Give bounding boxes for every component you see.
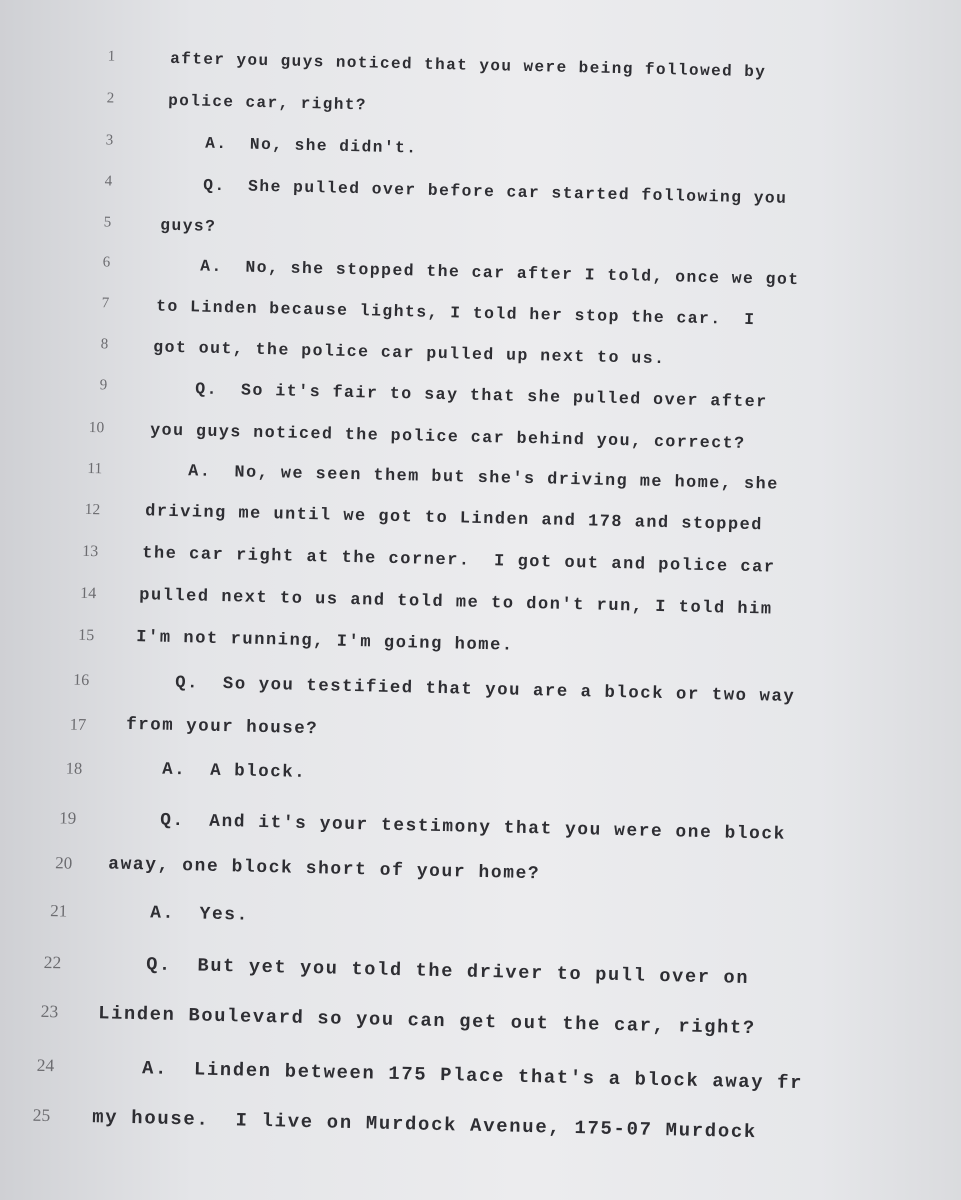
transcript-line xyxy=(0,1104,961,1166)
line-text: got out, the police car pulled up next to us. xyxy=(152,337,666,369)
line-number: 9 xyxy=(99,377,108,394)
line-number: 25 xyxy=(32,1104,51,1126)
line-text: A. No, we seen them but she's driving me home, she xyxy=(187,462,779,495)
line-number: 17 xyxy=(69,714,87,734)
line-text: Q. And it's your testimony that you were one block xyxy=(159,810,787,845)
line-text: A. Yes. xyxy=(149,903,250,926)
line-text: pulled next to us and told me to don't run, I told him xyxy=(138,586,773,620)
line-number: 5 xyxy=(103,214,112,231)
line-text: A. A block. xyxy=(161,760,307,783)
line-number: 4 xyxy=(104,173,113,190)
line-number: 2 xyxy=(106,90,115,107)
line-number: 24 xyxy=(36,1054,55,1076)
line-text: Q. So it's fair to say that she pulled over after xyxy=(194,379,768,412)
line-text: Q. She pulled over before car started following you xyxy=(202,175,788,208)
line-text: A. No, she didn't. xyxy=(204,134,418,158)
line-number: 3 xyxy=(105,132,114,149)
line-number: 14 xyxy=(80,584,97,603)
line-text: from your house? xyxy=(125,715,319,740)
line-number: 7 xyxy=(101,295,110,312)
line-number: 1 xyxy=(107,48,116,65)
line-text: Q. But yet you told the driver to pull over on xyxy=(145,954,750,989)
line-text: Linden Boulevard so you can get out the car, right? xyxy=(97,1002,757,1040)
line-number: 18 xyxy=(65,758,83,778)
line-number: 15 xyxy=(78,626,95,645)
line-number: 22 xyxy=(43,951,62,973)
line-text: Q. So you testified that you are a block or two way xyxy=(174,673,796,708)
line-number: 23 xyxy=(40,1000,59,1022)
line-text: the car right at the corner. I got out and police car xyxy=(141,544,776,578)
line-text: my house. I live on Murdock Avenue, 175-07 Murdock xyxy=(91,1106,758,1144)
line-text: to Linden because lights, I told her stop the car. I xyxy=(155,296,756,330)
line-number: 6 xyxy=(102,254,111,271)
line-number: 20 xyxy=(55,853,73,873)
line-number: 13 xyxy=(82,542,99,561)
line-text: police car, right? xyxy=(168,91,368,115)
line-number: 11 xyxy=(87,459,103,478)
line-text: after you guys noticed that you were being followed by xyxy=(170,49,767,82)
line-number: 16 xyxy=(73,671,90,690)
line-number: 12 xyxy=(84,500,101,519)
line-text: I'm not running, I'm going home. xyxy=(135,628,514,656)
line-number: 8 xyxy=(100,336,109,353)
line-text: guys? xyxy=(159,215,217,236)
line-number: 10 xyxy=(88,419,105,437)
line-text: away, one block short of your home? xyxy=(107,854,541,885)
line-text: driving me until we got to Linden and 178 and stopped xyxy=(144,502,764,536)
line-text: A. No, she stopped the car after I told, once we got xyxy=(199,256,800,290)
line-number: 19 xyxy=(59,808,77,828)
line-number: 21 xyxy=(50,901,68,921)
line-text: A. Linden between 175 Place that's a block away fr xyxy=(141,1057,804,1095)
line-text: you guys noticed the police car behind you, correct? xyxy=(149,420,746,453)
